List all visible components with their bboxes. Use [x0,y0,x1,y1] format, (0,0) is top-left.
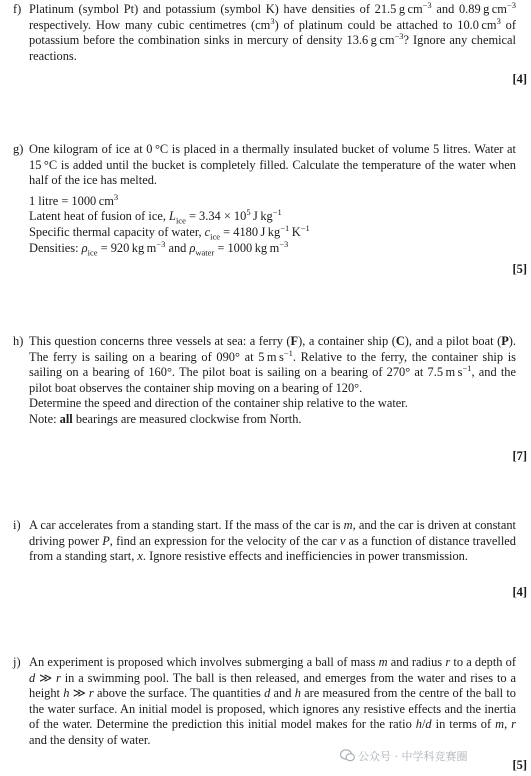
wechat-icon [340,749,355,762]
question-j [13,655,516,749]
question-label: j) [13,655,21,669]
question-text: This question concerns three vessels at sea: a ferry (F), a container ship (C), and a pilot boat (P). The ferry is sailing on a bearing of 090° at 5 m $s^{-1}$. Relative to the ferry, the container ship is sailing on a bearing of 160°. The pilot boat is sailing on a bearing of 270° at 7.5 m $s^{-1}$, and the pilot boat observes the container ship moving on a bearing of 120°. Determine the speed and direction of the container ship relative to the water. Note: all bearings are measured clockwise from North. [29,334,517,426]
question-label: i) [13,518,21,532]
watermark [340,746,530,768]
question-g [13,142,516,256]
question-i [13,518,516,565]
question-text: Platinum (symbol Pt) and potassium (symbol K) have densities of 21.5 g $cm^{-3}$ and 0.89 g $cm^{-3}$ respectively. How many cubic centimetres $(cm^3)$ of platinum could be attached to 10.0 $cm^3$ of potassium before the combination sinks in mercury of density 13.6 g $cm^{-3}$? Ignore any chemical reactions. [29,0,516,63]
question-label: g) [13,142,24,156]
watermark-text: 公众号 · 中学科竞赛圈 [358,750,468,763]
question-label: f) [13,2,22,16]
marks-i: [4] [512,585,527,599]
question-text: One kilogram of ice at 0 °C is placed in a thermally insulated bucket of volume 5 litres. Water at 15 °C is added until the bucket is completely filled. Calculate the temperature of the water when half of the ice has melted. 1 litre = 1000 $cm^3$ Latent heat of fusion of ice, $L_{ice} = 3.34 \times 10^5$ J $kg^{-1}$ Specific thermal capacity of water, $c_{ice} = 4180$ J $kg^{-1}$ $K^{-1}$ Densities: $\rho_{ice} = 920$ kg $m^{-3}$ and $\rho_{water} = 1000$ kg $m^{-3}$ [29,142,516,258]
marks-j: [5] [512,758,527,772]
marks-h: [7] [512,449,527,463]
marks-g: [5] [512,262,527,276]
question-text: An experiment is proposed which involves submerging a ball of mass m and radius r to a depth of d ≫ r in a swimming pool. The ball is then released, and emerges from the water and rises to a height h ≫ r above the surface. The quantities d and h are measured from the centre of the ball to the water surface. An initial model is proposed, which ignores any resistive effects and the inertia of the water. Determine the prediction this initial model makes for the ratio h/d in terms of m, r and the density of water. [29,655,516,747]
question-text: A car accelerates from a standing start. If the mass of the car is m, and the car is driven at constant driving power P, find an expression for the velocity of the car v as a function of distance travelled from a standing start, x. Ignore resistive effects and inefficiencies in power transmission. [29,518,517,564]
question-h [13,334,516,428]
marks-f: [4] [512,72,527,86]
question-label: h) [13,334,24,348]
question-f [13,2,516,64]
